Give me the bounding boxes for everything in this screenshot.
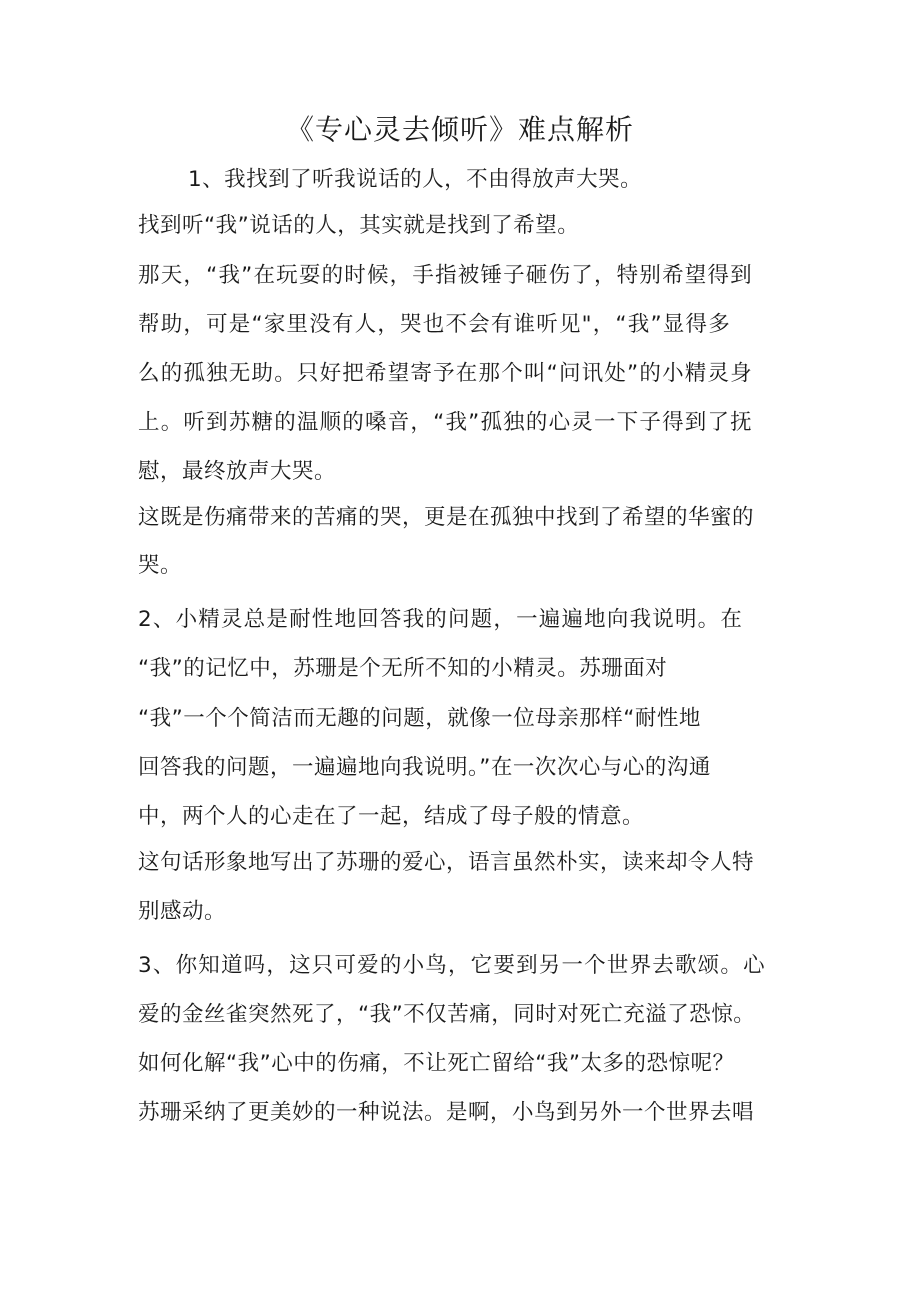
paragraph-line: 3、你知道吗，这只可爱的小鸟，它要到另一个世界去歌颂。心 <box>138 953 766 978</box>
paragraph-line: 找到听“我”说话的人，其实就是找到了希望。 <box>138 213 580 238</box>
paragraph-line: 么的孤独无助。只好把希望寄予在那个叫“问讯处”的小精灵身 <box>138 361 753 386</box>
paragraph-line: 爱的金丝雀突然死了，“我”不仅苦痛，同时对死亡充溢了恐惊。 <box>138 1002 756 1027</box>
paragraph-line: “我”的记忆中，苏珊是个无所不知的小精灵。苏珊面对 <box>138 656 668 681</box>
paragraph-line: 中，两个人的心走在了一起，结成了母子般的情意。 <box>138 804 645 829</box>
paragraph-line: 如何化解“我”心中的伤痛，不让死亡留给“我”太多的恐惊呢？ <box>138 1051 735 1076</box>
paragraph-line: 别感动。 <box>138 899 227 924</box>
document-title: 《专心灵去倾听》难点解析 <box>285 113 634 146</box>
paragraph-line: 1、我找到了听我说话的人，不由得放声大哭。 <box>188 167 643 192</box>
paragraph-line: 慰，最终放声大哭。 <box>138 459 337 484</box>
paragraph-line: 那天，“我”在玩耍的时候，手指被锤子砸伤了，特别希望得到 <box>138 263 753 288</box>
paragraph-line: 这既是伤痛带来的苦痛的哭，更是在孤独中找到了希望的华蜜的 <box>138 505 755 530</box>
paragraph-line: 2、小精灵总是耐性地回答我的问题，一遍遍地向我说明。在 <box>138 607 744 632</box>
paragraph-line: 苏珊采纳了更美妙的一种说法。是啊，小鸟到另外一个世界去唱 <box>138 1100 755 1125</box>
paragraph-line: 回答我的问题，一遍遍地向我说明。”在一次次心与心的沟通 <box>138 755 711 780</box>
paragraph-line: 帮助，可是“家里没有人，哭也不会有谁听见"，“我”显得多 <box>138 312 731 337</box>
paragraph-line: 上。听到苏糖的温顺的嗓音，“我”孤独的心灵一下子得到了抚 <box>138 410 753 435</box>
paragraph-line: 哭。 <box>138 553 183 578</box>
paragraph-line: 这句话形象地写出了苏珊的爱心，语言虽然朴实，读来却令人特 <box>138 850 755 875</box>
paragraph-line: “我”一个个简洁而无趣的问题，就像一位母亲那样“耐性地 <box>138 706 701 731</box>
